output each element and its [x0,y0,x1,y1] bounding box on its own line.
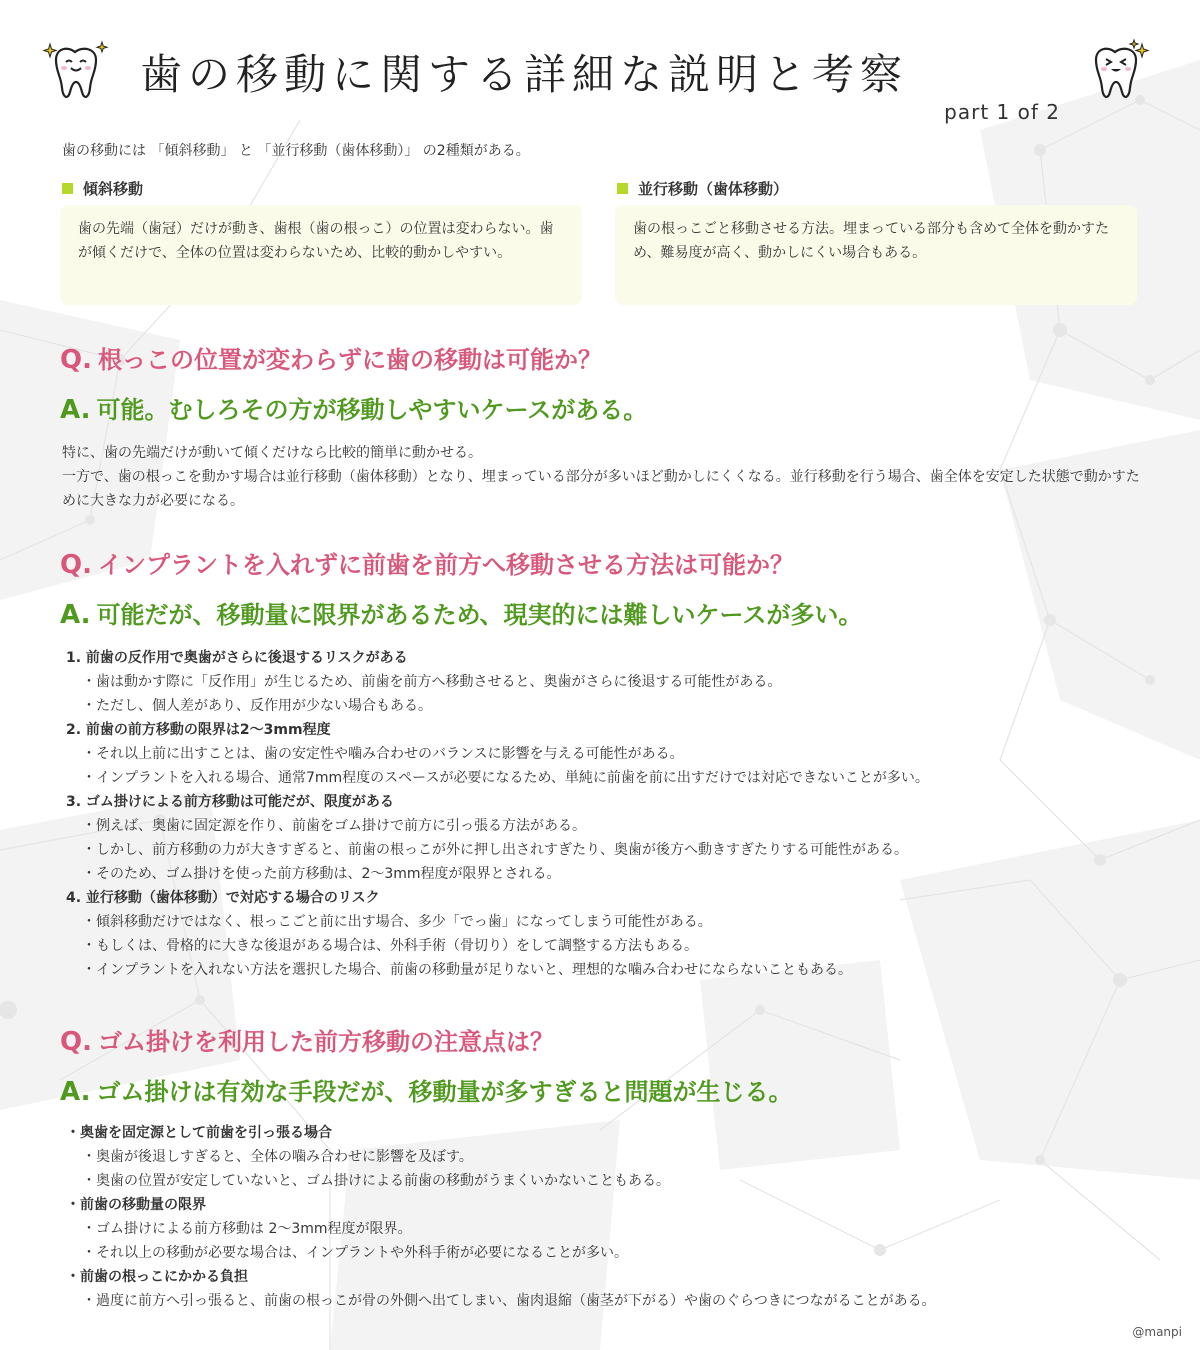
list-heading: ・前歯の根っこにかかる負担 [66,1269,248,1285]
type-heading-tilt [62,178,143,199]
list-heading: 2. 前歯の前方移動の限界は2〜3mm程度 [66,722,331,738]
type-heading-label: 傾斜移動 [83,180,144,198]
sparkling-tooth-icon [1082,38,1152,108]
list-item: ・ゴム掛けによる前方移動は 2〜3mm程度が限界。 [82,1221,412,1237]
type-description-box: 歯の先端（歯冠）だけが動き、歯根（歯の根っこ）の位置は変わらない。歯が傾くだけで、全体の位置は変わらないため、比較的動かしやすい。 [60,205,582,305]
sparkling-tooth-icon [42,38,112,108]
question-text: ゴム掛けを利用した前方移動の注意点は？ [97,1028,554,1056]
list-item: ・インプラントを入れる場合、通常7mm程度のスペースが必要になるため、単純に前歯を前に出すだけでは対応できないことが多い。 [82,770,929,786]
answer-text: 可能だが、移動量に限界があるため、現実的には難しいケースが多い。 [96,601,863,629]
q-mark: Q. [60,345,92,375]
list-heading: 1. 前歯の反作用で奥歯がさらに後退するリスクがある [66,650,408,666]
list-item: ・それ以上の移動が必要な場合は、インプラントや外科手術が必要になることが多い。 [82,1245,628,1261]
list-heading: 4. 並行移動（歯体移動）で対応する場合のリスク [66,890,380,906]
question-text: 根っこの位置が変わらずに歯の移動は可能か？ [97,346,602,374]
list-item: ・それ以上前に出すことは、歯の安定性や噛み合わせのバランスに影響を与える可能性がある。 [82,746,684,762]
answer-list [66,646,929,982]
q-mark: Q. [60,1027,92,1057]
header [0,28,1200,124]
list-item: ・歯は動かす際に「反作用」が生じるため、前歯を前方へ移動させると、奥歯がさらに後退する可能性がある。 [82,674,782,690]
list-item: ・奥歯が後退しすぎると、全体の噛み合わせに影響を及ぼす。 [82,1149,473,1165]
type-heading-label: 並行移動（歯体移動） [638,180,789,198]
page-title: 歯の移動に関する詳細な説明と考察 [140,50,909,99]
list-item: ・しかし、前方移動の力が大きすぎると、前歯の根っこが外に押し出されすぎたり、奥歯が後方へ動きすぎたりする可能性がある。 [82,842,908,858]
list-heading: ・前歯の移動量の限界 [66,1197,206,1213]
q-mark: Q. [60,550,92,580]
answer-paragraphs [62,441,1142,513]
list-item: ・もしくは、骨格的に大きな後退がある場合は、外科手術（骨切り）をして調整する方法もある。 [82,938,698,954]
list-item: ・ただし、個人差があり、反作用が少ない場合もある。 [82,698,432,714]
intro-text: 歯の移動には 「傾斜移動」 と 「並行移動（歯体移動）」 の2種類がある。 [62,143,530,159]
green-square-bullet-icon [617,183,628,194]
a-mark: A. [60,395,91,425]
paragraph: 特に、歯の先端だけが動いて傾くだけなら比較的簡単に動かせる。 [62,445,482,461]
green-square-bullet-icon [62,183,73,194]
type-heading-parallel [617,178,788,199]
type-description-box: 歯の根っこごと移動させる方法。埋まっている部分も含めて全体を動かすため、難易度が高く、動かしにくい場合もある。 [615,205,1137,305]
list-item: ・例えば、奥歯に固定源を作り、前歯をゴム掛けで前方に引っ張る方法がある。 [82,818,586,834]
list-heading: ・奥歯を固定源として前歯を引っ張る場合 [66,1125,332,1141]
answer-list [66,1121,936,1313]
question-heading [60,340,602,375]
author-credit: @manpi [1132,1325,1182,1339]
question-heading [60,545,794,580]
list-item: ・奥歯の位置が安定していないと、ゴム掛けによる前歯の移動がうまくいかないこともある。 [82,1173,670,1189]
list-item: ・過度に前方へ引っ張ると、前歯の根っこが骨の外側へ出てしまい、歯肉退縮（歯茎が下がる）や歯のぐらつきにつながることがある。 [82,1293,936,1309]
part-indicator: part 1 of 2 [944,100,1060,124]
paragraph: 一方で、歯の根っこを動かす場合は並行移動（歯体移動）となり、埋まっている部分が多いほど動かしにくくなる。並行移動を行う場合、歯全体を安定した状態で動かすために大きな力が必要になる。 [62,469,1140,509]
list-item: ・インプラントを入れない方法を選択した場合、前歯の移動量が足りないと、理想的な噛み合わせにならないこともある。 [82,962,852,978]
answer-heading [60,1072,792,1107]
answer-text: ゴム掛けは有効な手段だが、移動量が多すぎると問題が生じる。 [96,1078,793,1106]
question-heading [60,1022,554,1057]
a-mark: A. [60,1077,91,1107]
question-text: インプラントを入れずに前歯を前方へ移動させる方法は可能か？ [97,551,794,579]
answer-heading [60,595,862,630]
list-heading: 3. ゴム掛けによる前方移動は可能だが、限度がある [66,794,394,810]
answer-text: 可能。むしろその方が移動しやすいケースがある。 [96,396,648,424]
list-item: ・そのため、ゴム掛けを使った前方移動は、2〜3mm程度が限界とされる。 [82,866,561,882]
a-mark: A. [60,600,91,630]
answer-heading [60,390,647,425]
list-item: ・傾斜移動だけではなく、根っこごと前に出す場合、多少「でっ歯」になってしまう可能性がある。 [82,914,712,930]
